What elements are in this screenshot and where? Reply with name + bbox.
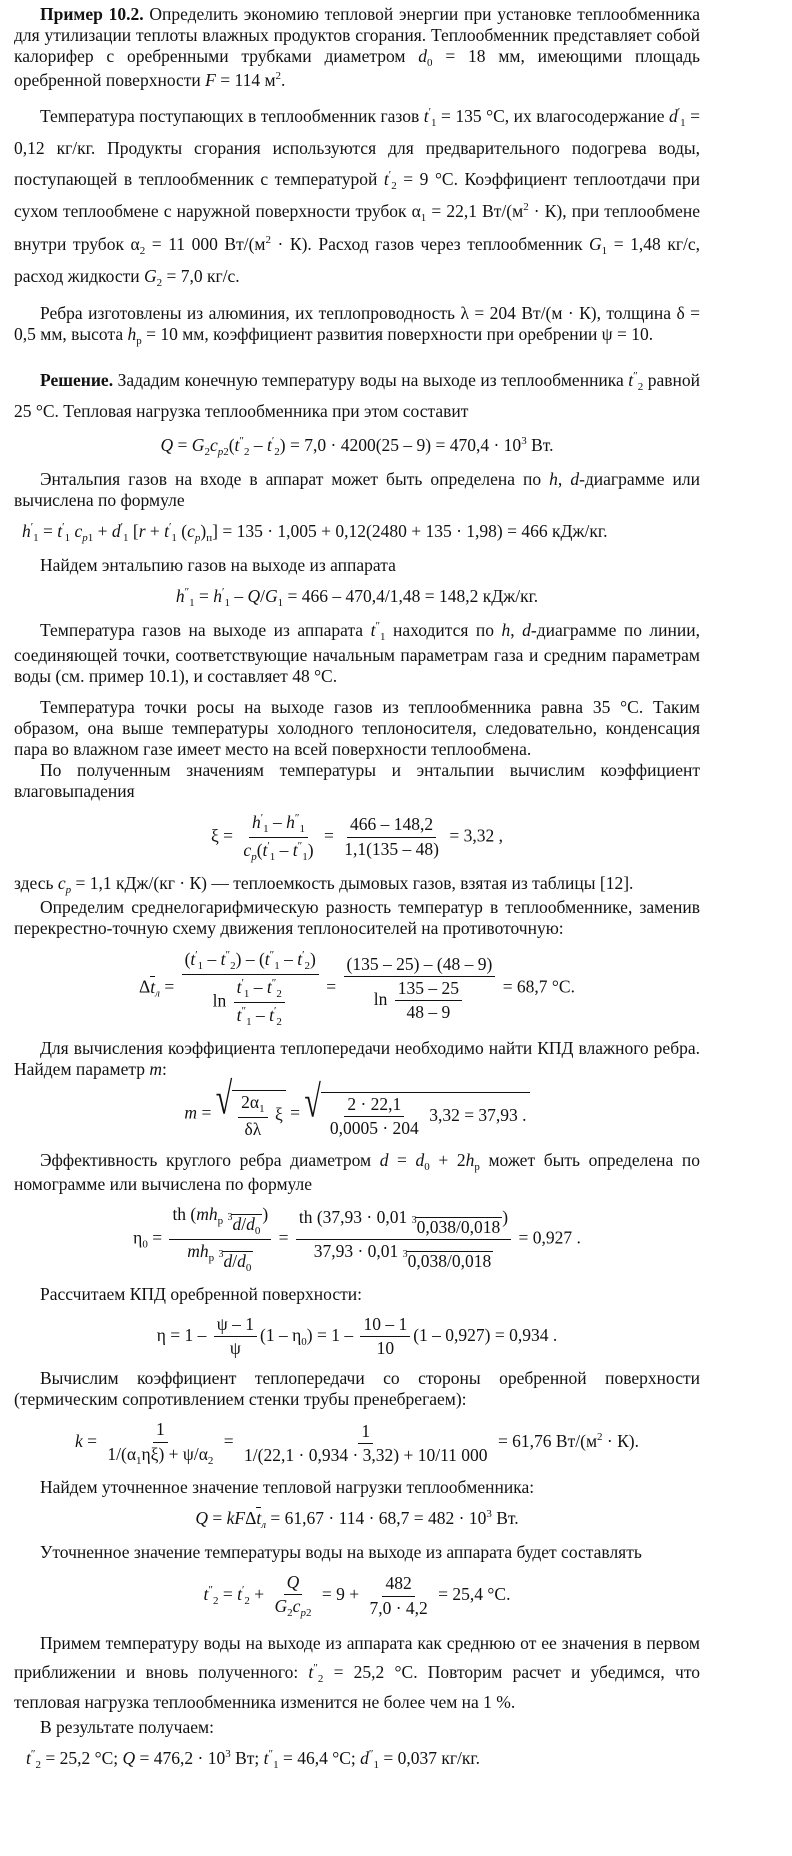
equation-moisture-coefficient: ξ = $\frac{h'_1 - h''_1}{c_p(t'_1 - t''_1)}$ = $\frac{466 - 148,2}{1,1(135 - 48)}$ = 3,32 , [210,811,503,863]
equation-fin-efficiency: $\eta_0$ = th ($mh_р$ 3 $d/d_0$ ) $mh_р$ 3 $d/d_0$ = th (37,93 · 0,01 3 0,038/0,018 ) 37,93 · 0,01 3 0,038/0,018 = 0,927 . [133,1203,581,1274]
refined-load-text: Найдем уточненное значение тепловой нагрузки теплообменника: [40,1476,535,1497]
example-conditions: Температура поступающих в теплообменник газов $t'_1 = 135$ °C, их влагосодержание $d'_1 = 0,12$ кг/кг. Продукты сгорания используются для предварительного подогрева воды, поступающей в теплообменник с температурой $t'_2 = 9$ °C. Коэффициент теплоотдачи при сухом теплообмене с наружной поверхности трубок $\alpha_1 = 22,1$ $Вт/(м^2 \cdot К)$, при теплообмене внутри трубок $\alpha_2 = 11$ 000 $Вт/(м^2 \cdot К)$. Расход газов через теплообменник $G_1 = 1,48$ кг/с, расход жидкости $G_2 = 7,0$ кг/с. [14,106,701,289]
enthalpy-text: Энтальпия газов на входе в аппарат может быть определена по h, d-диаграмме или вычислена по формуле [14,469,701,511]
average-temperature-text: Примем температуру воды на выходе из аппарата как среднюю от ее значения в первом приближении и вновь полученного: $t''_2 = 25,2$ °C. Повторим расчет и убедимся, что тепловая нагрузка теплообменника изменится не более чем на 1 %. [14,1633,700,1713]
solution-label: Решение. [40,370,114,391]
outlet-temperature-text: Температура газов на выходе из аппарата $t''_1$ находится по h, d-диаграмме по линии, соединяющей точки, соответствующие начальным параметрам газа и средним параметрам воды (см. пример 10.1), и составляет 48 °C. [14,620,700,686]
fin-efficiency-text: Для вычисления коэффициента теплопередачи необходимо найти КПД влажного ребра. Найдем параметр m: [14,1038,700,1080]
equation-refined-temperature: $t''_2 = t'_2$ + $\frac{Q}{G_2c_{p2}}$ = 9 + $\frac{482}{7,0 \cdot 4,2}$ = 25,4 °C. [203,1572,511,1620]
equation-refined-load: $Q = kF\Delta t_л = 61,67 \cdot 114 \cdot 68,7 = 482 \cdot 10^3$ Вт. [195,1507,519,1531]
equation-parameter-m: m = √ $\frac{2\alpha_1}{\delta\lambda}$ ξ = √ $\frac{2 \cdot 22,1}{0,0005 \cdot 204}$ 3,32 = 37,93 . [14,1090,700,1139]
equation-outlet-enthalpy: $h''_1 = h'_1 - Q/G_1 = 466 - 470,4/1,48 = 148,2$ кДж/кг. [175,586,539,610]
equation-heat-load: $Q = G_2c_{p2}(t''_2 - t'_2) = 7,0 \cdot 4200(25 - 9) = 470,4 \cdot 10^3$ Вт. [160,434,554,458]
example-statement: Пример 10.2. Определить экономию тепловой энергии при установке теплообменника для утилизации теплоты влажных продуктов сгорания. Теплообменник представляет собой калорифер с оребренными трубками диаметром $d_0 = 18$ мм, имеющими площадь оребренной поверхности F = 114 $м^2$. [14,4,701,91]
document-page [14,4,700,1782]
equation-log-mean: $\Delta t_л$ = $(t'_1 - t''_2) - (t''_1 - t'_2)$ ln $\frac{t'_1 - t''_2}{t''_1 - t'_2}$ = (135 – 25) – (48 – 9) ln $\frac{135 - 25}{48 - 9}$ = 68,7 °C. [139,948,575,1029]
example-title: Пример 10.2. [40,4,144,24]
solution-intro: Решение. Зададим конечную температуру воды на выходе из теплообменника $t''_2$ равной 25 °C. Тепловая нагрузка теплообменника при этом составит [14,370,701,421]
round-fin-text: Эффективность круглого ребра диаметром $d = d_0 + 2h_р$ может быть определена по номограмме или вычислена по формуле [14,1149,700,1194]
moisture-coefficient-text: По полученным значениям температуры и энтальпии вычислим коэффициент влаговыпадения [14,759,700,801]
equation-inlet-enthalpy: $h'_1 = t'_1$ $c_{p1} + d'_1$ [$r + t'_1$ $(c_p)_п] = 135 \cdot 1,005 + 0,12(2480 + 135 \cdot 1,98) = 466$ кДж/кг. [22,521,608,545]
outlet-enthalpy-text: Найдем энтальпию газов на выходе из аппарата [40,555,396,576]
result-label: В результате получаем: [40,1717,214,1738]
heat-transfer-text: Вычислим коэффициент теплопередачи со стороны оребренной поверхности (термическим сопротивлением стенки трубы пренебрегаем): [14,1368,700,1410]
finned-surface-text: Рассчитаем КПД оребренной поверхности: [40,1283,362,1304]
final-result: $t''_2 = 25,2$ °C; $Q = 476,2 \cdot 10^3$ Вт; $t''_1 = 46,4$ °C; $d''_1 = 0,037$ кг/кг. [26,1748,480,1772]
equation-surface-efficiency: η = 1 – $\frac{\psi - 1}{\psi}$ $(1 - \eta_0) = 1$ – $\frac{10 - 1}{10}$ (1 – 0,927) = 0,934 . [156,1313,558,1359]
equation-heat-transfer: k = $\frac{1}{1/(\alpha_1\eta\xi) + \psi/\alpha_2}$ = $\frac{1}{1/(22,1 \cdot 0,934 \cdot 3,32) + 10/11 000}$ = 61,76 $Вт/(м^2 \cdot К)$. [75,1419,639,1467]
refined-temperature-text: Уточненное значение температуры воды на выходе из аппарата будет составлять [40,1542,642,1562]
heat-capacity-note: здесь $c_p = 1,1$ кДж/(кг · К) — теплоемкость дымовых газов, взятая из таблицы [12]. [14,872,634,896]
dew-point-text: Температура точки росы на выходе газов из теплообменника равна 35 °C. Таким образом, она выше температуры холодного теплоносителя, следовательно, конденсация пара во влажном газе имеет место на всей поверхности теплообмена. [14,696,700,759]
fin-parameters: Ребра изготовлены из алюминия, их теплопроводность λ = 204 Вт/(м · К), толщина δ = 0,5 мм, высота $h_р = 10$ мм, коэффициент развития поверхности при оребрении ψ = 10. [14,303,700,348]
log-mean-text: Определим среднелогарифмическую разность температур в теплообменнике, заменив перекрестно-точную схему движения теплоносителей на противоточную: [14,896,700,938]
